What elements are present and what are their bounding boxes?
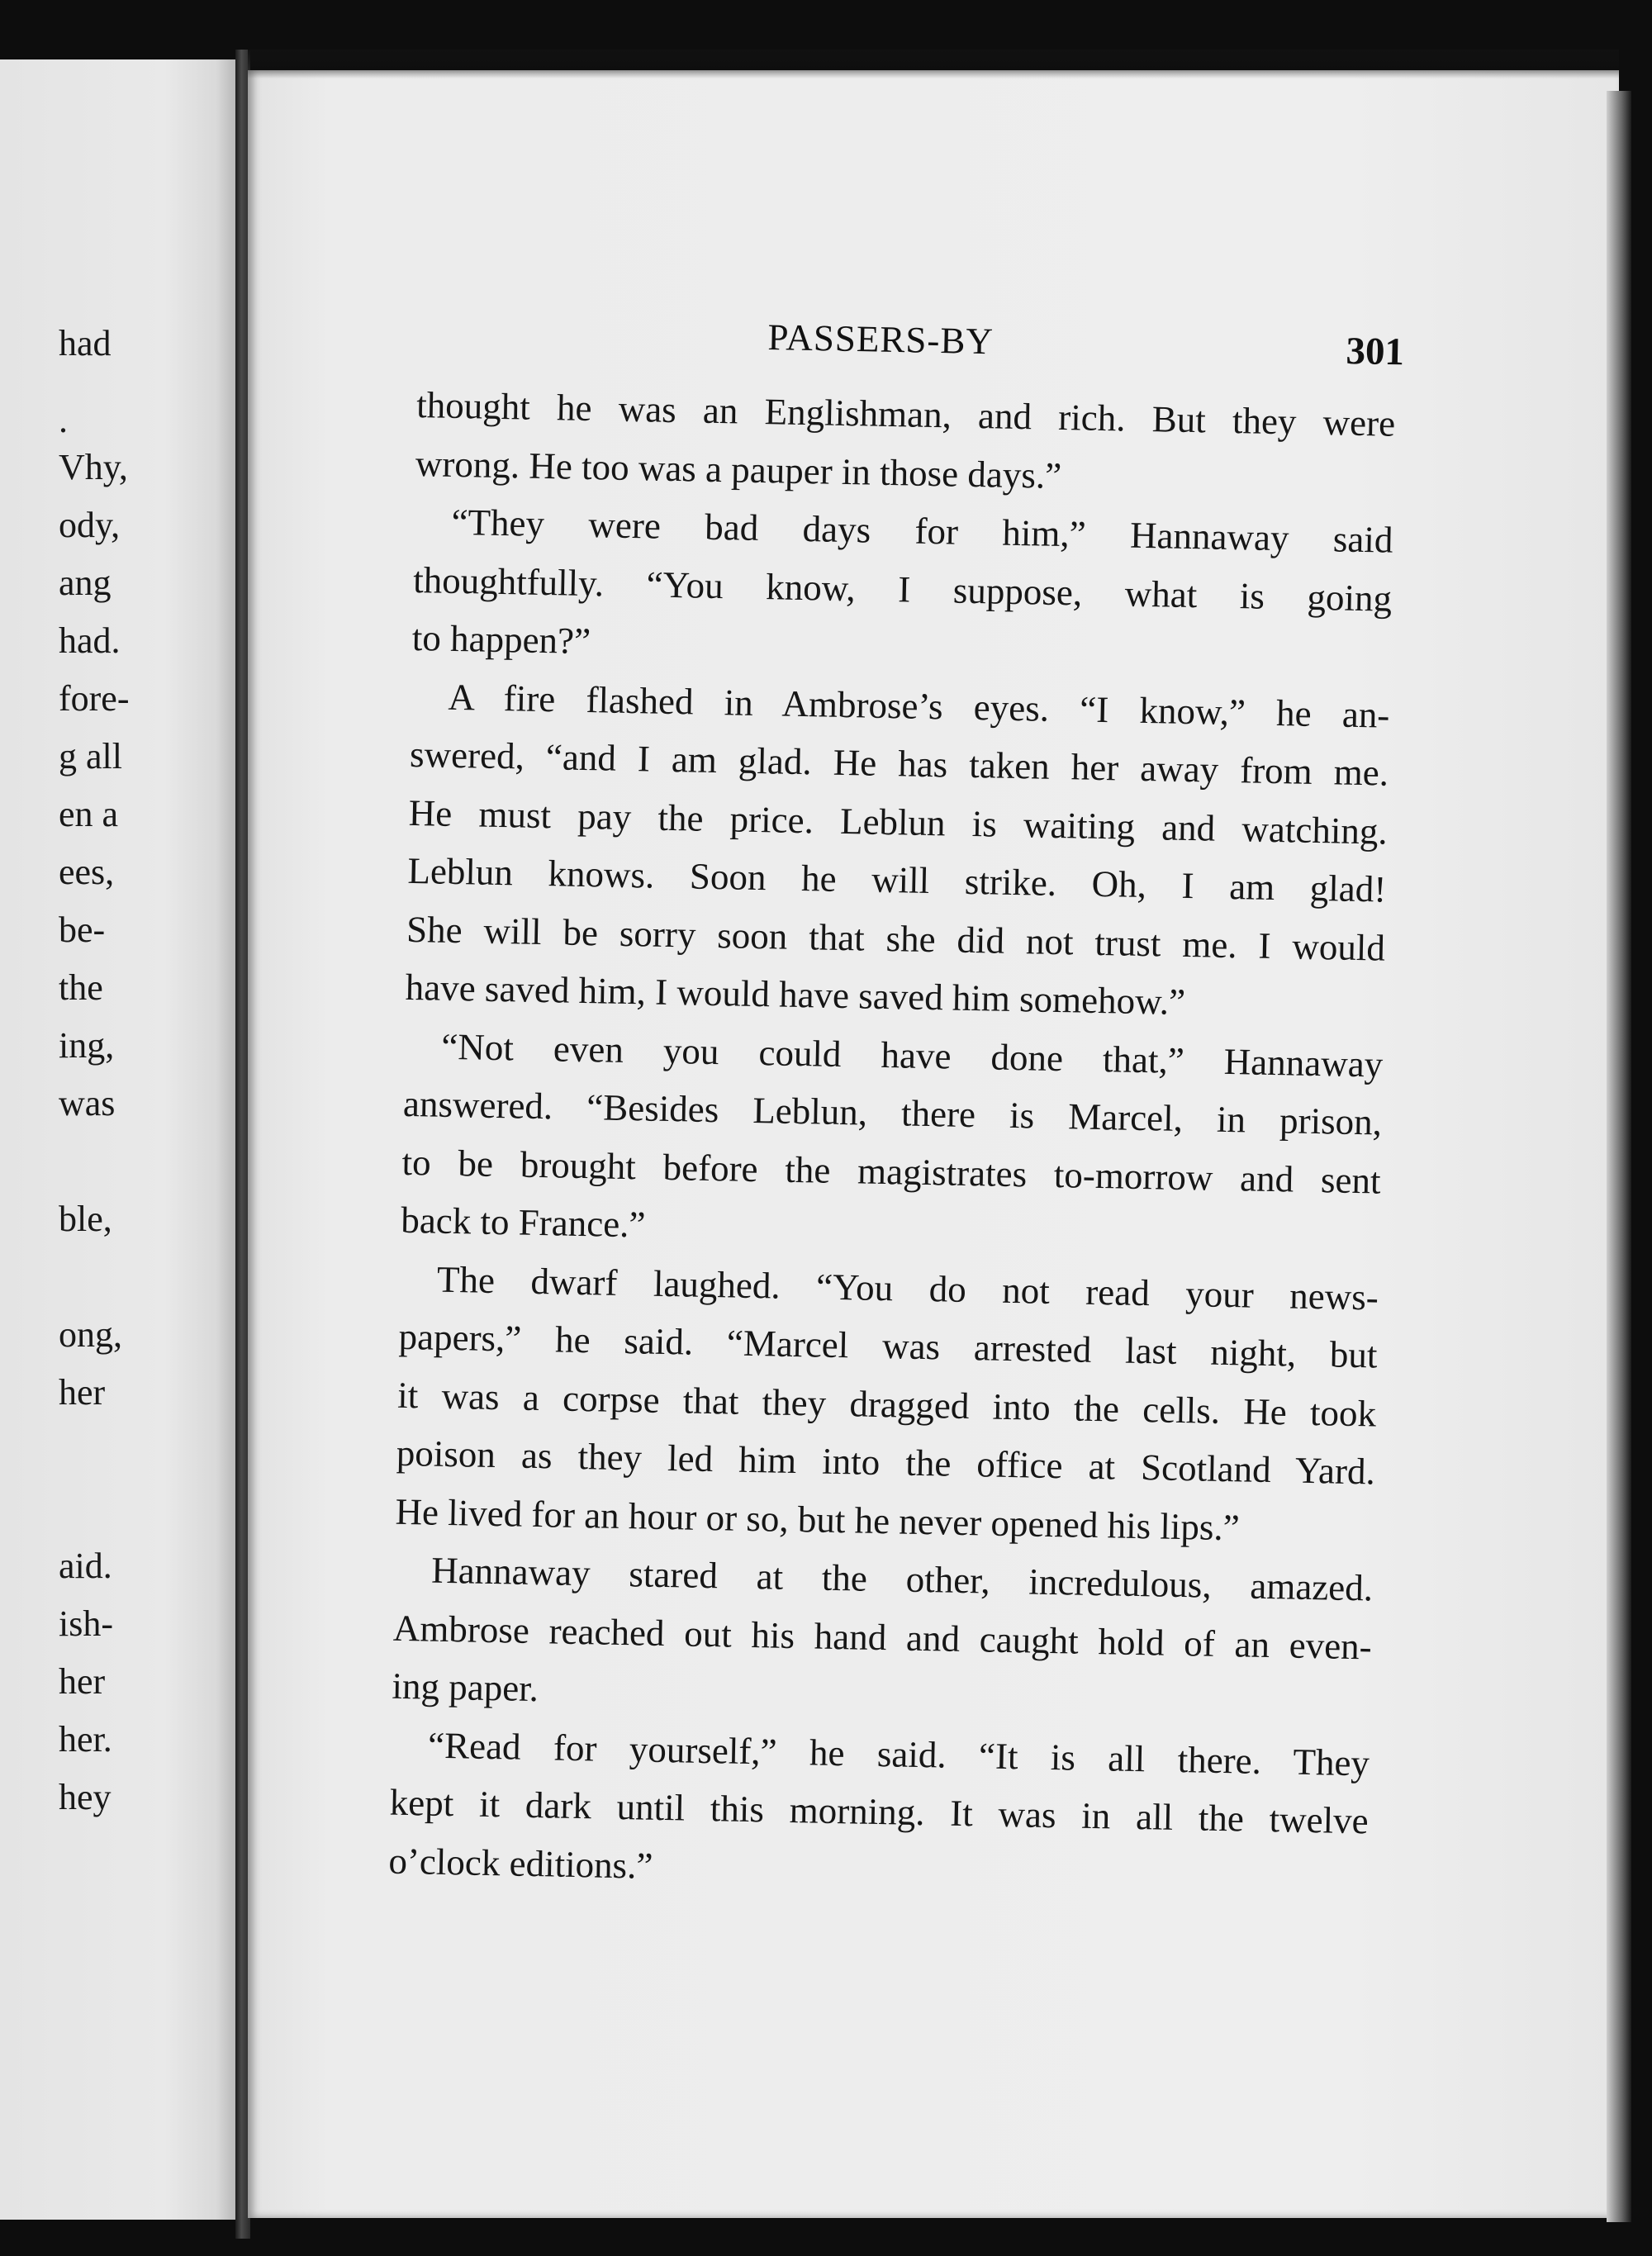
text-fragment: be- — [59, 910, 106, 950]
text-fragment: ang — [59, 563, 112, 603]
text-fragment: ble, — [59, 1199, 112, 1239]
text-line: Leblun knows. Soon he will strike. Oh, I am glad! — [407, 849, 1387, 910]
text-fragment: the — [59, 967, 103, 1008]
text-line: Hannaway stared at the other, incredulous, amazed. — [430, 1549, 1374, 1609]
text-line: “Not even you could have done that,” Hannaway — [440, 1025, 1384, 1085]
text-line: ing paper. — [392, 1665, 539, 1710]
text-line: to be brought before the magistrates to-morrow and sent — [401, 1141, 1381, 1202]
text-fragment: was — [59, 1083, 116, 1123]
text-line: The dwarf laughed. “You do not read your news- — [436, 1258, 1379, 1318]
text-line: He lived for an hour or so, but he never opened his lips.” — [395, 1490, 1241, 1548]
text-line: She will be sorry soon that she did not trust me. I would — [406, 908, 1386, 969]
text-fragment: aid. — [59, 1546, 112, 1586]
text-line: to happen?” — [411, 616, 591, 663]
body-text — [388, 376, 1396, 1908]
page-number: 301 — [1345, 329, 1405, 374]
text-line: Ambrose reached out his hand and caught hold of an even- — [392, 1607, 1373, 1667]
text-line: answered. “Besides Leblun, there is Marcel, in prison, — [402, 1082, 1383, 1143]
text-fragment: fore- — [59, 678, 130, 719]
text-fragment: ody, — [59, 505, 121, 545]
text-fragment: ong, — [59, 1314, 122, 1355]
page-top-shadow — [248, 50, 1619, 78]
running-head: PASSERS-BY — [767, 316, 995, 363]
text-line: papers,” he said. “Marcel was arrested last night, but — [398, 1315, 1378, 1376]
text-fragment: ing, — [59, 1025, 115, 1066]
text-line: back to France.” — [400, 1199, 646, 1246]
text-fragment: ish- — [59, 1603, 113, 1644]
text-line: o’clock editions.” — [388, 1840, 653, 1887]
text-line: “They were bad days for him,” Hannaway said — [451, 501, 1393, 561]
text-line: “Read for yourself,” he said. “It is all there. They — [427, 1724, 1370, 1783]
text-fragment: . — [59, 400, 68, 440]
text-fragment: had. — [59, 620, 121, 661]
text-line: A fire flashed in Ambrose’s eyes. “I know,” he an- — [448, 676, 1390, 736]
text-fragment: had — [59, 323, 112, 363]
text-line: kept it dark until this morning. It was in all the twelve — [389, 1781, 1370, 1842]
text-line: thought he was an Englishman, and rich. But they were — [415, 383, 1396, 444]
text-fragment: Vhy, — [59, 447, 128, 487]
text-line: poison as they led him into the office at Scotland Yard. — [396, 1432, 1376, 1493]
text-line: have saved him, I would have saved him somehow.” — [405, 966, 1186, 1023]
text-line: it was a corpse that they dragged into the cells. He took — [396, 1374, 1377, 1435]
text-line: wrong. He too was a pauper in those days.” — [415, 442, 1062, 496]
text-fragment: en a — [59, 794, 119, 834]
text-fragment: g all — [59, 736, 122, 777]
text-line: He must pay the price. Leblun is waiting and watching. — [408, 791, 1389, 853]
text-line: thoughtfully. “You know, I suppose, what is going — [412, 558, 1393, 620]
text-line: swered, “and I am glad. He has taken her away from me. — [409, 733, 1389, 794]
page-edge-shadow — [1607, 91, 1631, 2222]
text-fragment: hey — [59, 1777, 112, 1817]
text-fragment: her — [59, 1661, 106, 1702]
previous-page — [0, 59, 235, 2220]
text-fragment: her — [59, 1372, 106, 1413]
text-fragment: ees, — [59, 852, 115, 892]
text-fragment: her. — [59, 1719, 112, 1760]
